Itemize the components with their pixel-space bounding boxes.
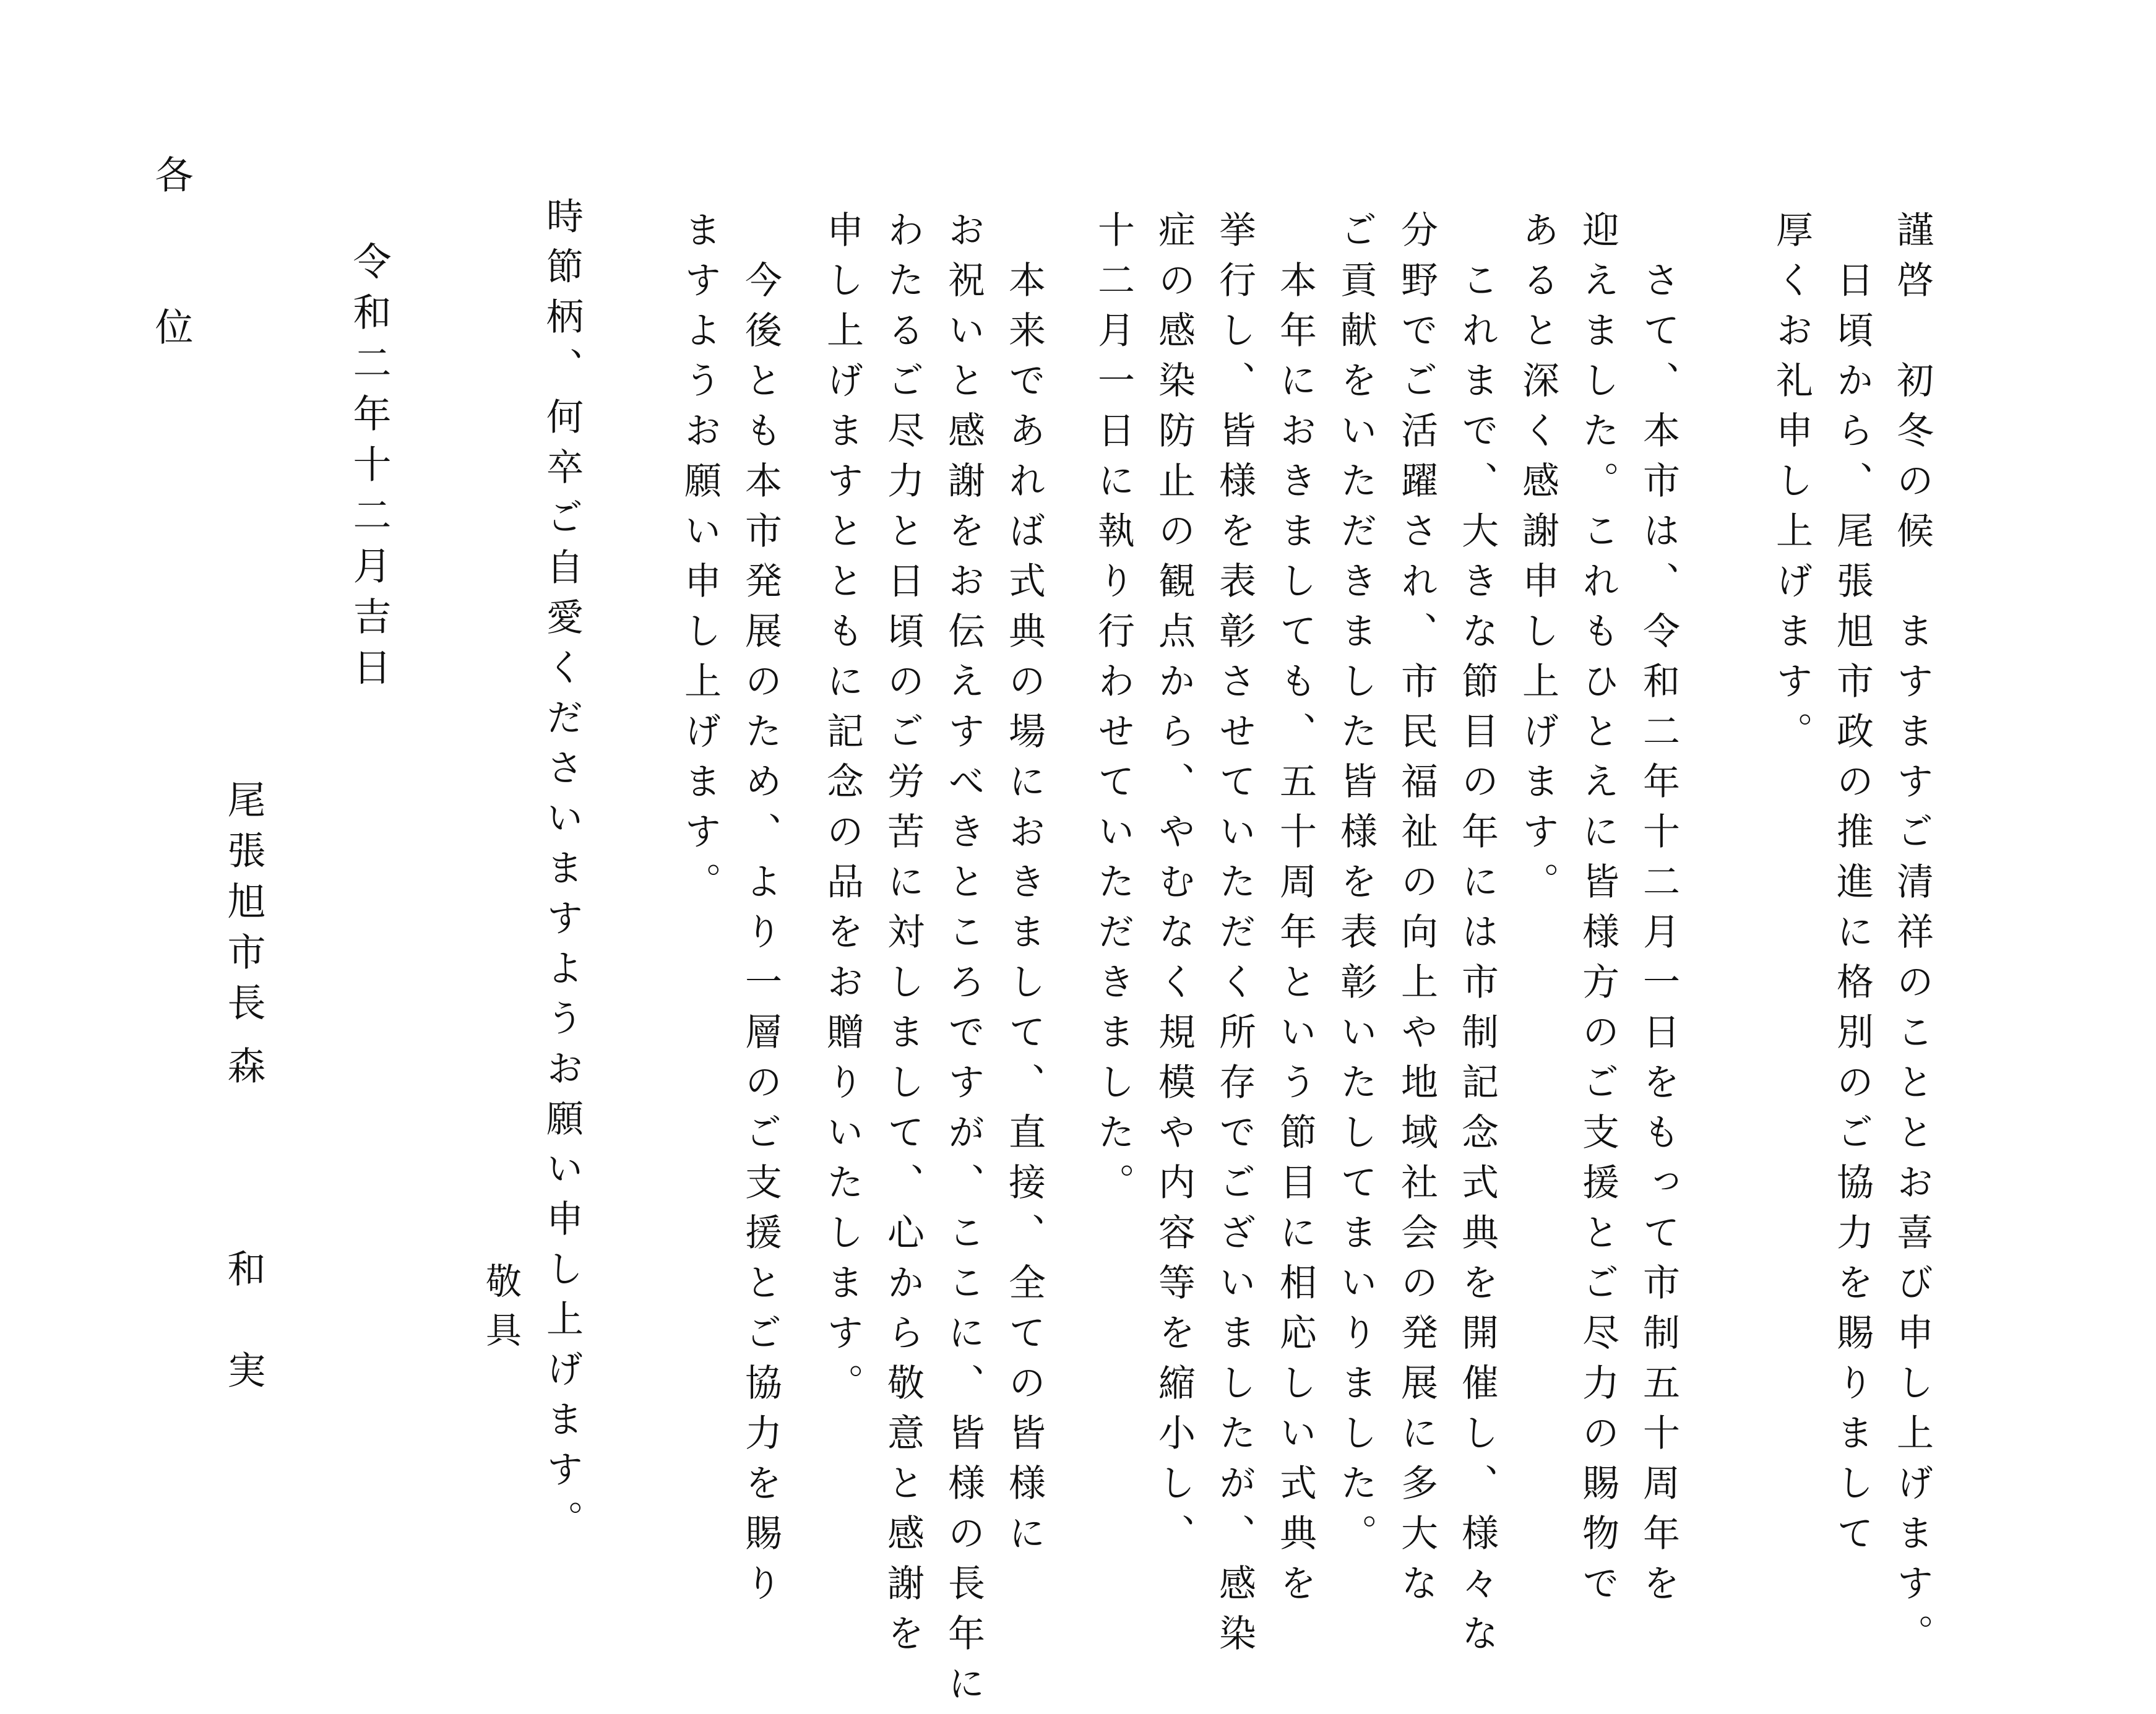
seasonal-closing-line: 時節柄、何卒ご自愛くださいますようお願い申し上げます。 <box>540 197 584 1550</box>
body-line-9: ご貢献をいただきました皆様を表彰いたしてまいりました。 <box>1334 210 1378 1564</box>
body-line-19: ますようお願い申し上げます。 <box>678 210 722 912</box>
sender-title: 尾張旭市長 <box>221 780 266 1033</box>
body-line-16: わたるご尽力と日頃のご労苦に対しまして、心から敬意と感謝を <box>881 210 925 1664</box>
body-line-10: 本年におきましても、五十周年という節目に相応しい式典を <box>1274 210 1317 1614</box>
body-line-14: 本来であれば式典の場におきまして、直接、全ての皆様に <box>1003 210 1046 1564</box>
body-line-8: 分野でご活躍され、市民福祉の向上や地域社会の発展に多大な <box>1395 210 1438 1614</box>
body-line-2: 日頃から、尾張旭市政の推進に格別のご協力を賜りまして <box>1830 210 1874 1564</box>
body-line-1: 謹啓 初冬の候 ますますご清祥のこととお喜び申し上げます。 <box>1891 210 1934 1664</box>
closing-keigu: 敬具 <box>480 1262 522 1360</box>
body-line-6: あると深く感謝申し上げます。 <box>1516 210 1559 912</box>
body-line-4: さて、本市は、令和二年十二月一日をもって市制五十周年を <box>1637 210 1680 1614</box>
body-line-11: 挙行し、皆様を表彰させていただく所存でございましたが、感染 <box>1213 210 1256 1664</box>
body-line-13: 十二月一日に執り行わせていただきました。 <box>1092 210 1135 1213</box>
body-line-17: 申し上げますとともに記念の品をお贈りいたします。 <box>821 210 864 1413</box>
letter-date: 令和二年十二月吉日 <box>347 241 392 698</box>
body-line-18: 今後とも本市発展のため、より一層のご支援とご協力を賜り <box>739 210 782 1614</box>
sender-name: 森 和 実 <box>221 1046 266 1401</box>
body-line-7: これまで、大きな節目の年には市制記念式典を開催し、様々な <box>1455 210 1499 1664</box>
addressee: 各 位 <box>149 155 194 358</box>
body-line-5: 迎えました。これもひとえに皆様方のご支援とご尽力の賜物で <box>1576 210 1619 1614</box>
body-line-15: お祝いと感謝をお伝えすべきところですが、ここに、皆様の長年に <box>942 210 985 1714</box>
body-line-12: 症の感染防止の観点から、やむなく規模や内容等を縮小し、 <box>1152 210 1196 1564</box>
body-line-3: 厚くお礼申し上げます。 <box>1770 210 1813 762</box>
